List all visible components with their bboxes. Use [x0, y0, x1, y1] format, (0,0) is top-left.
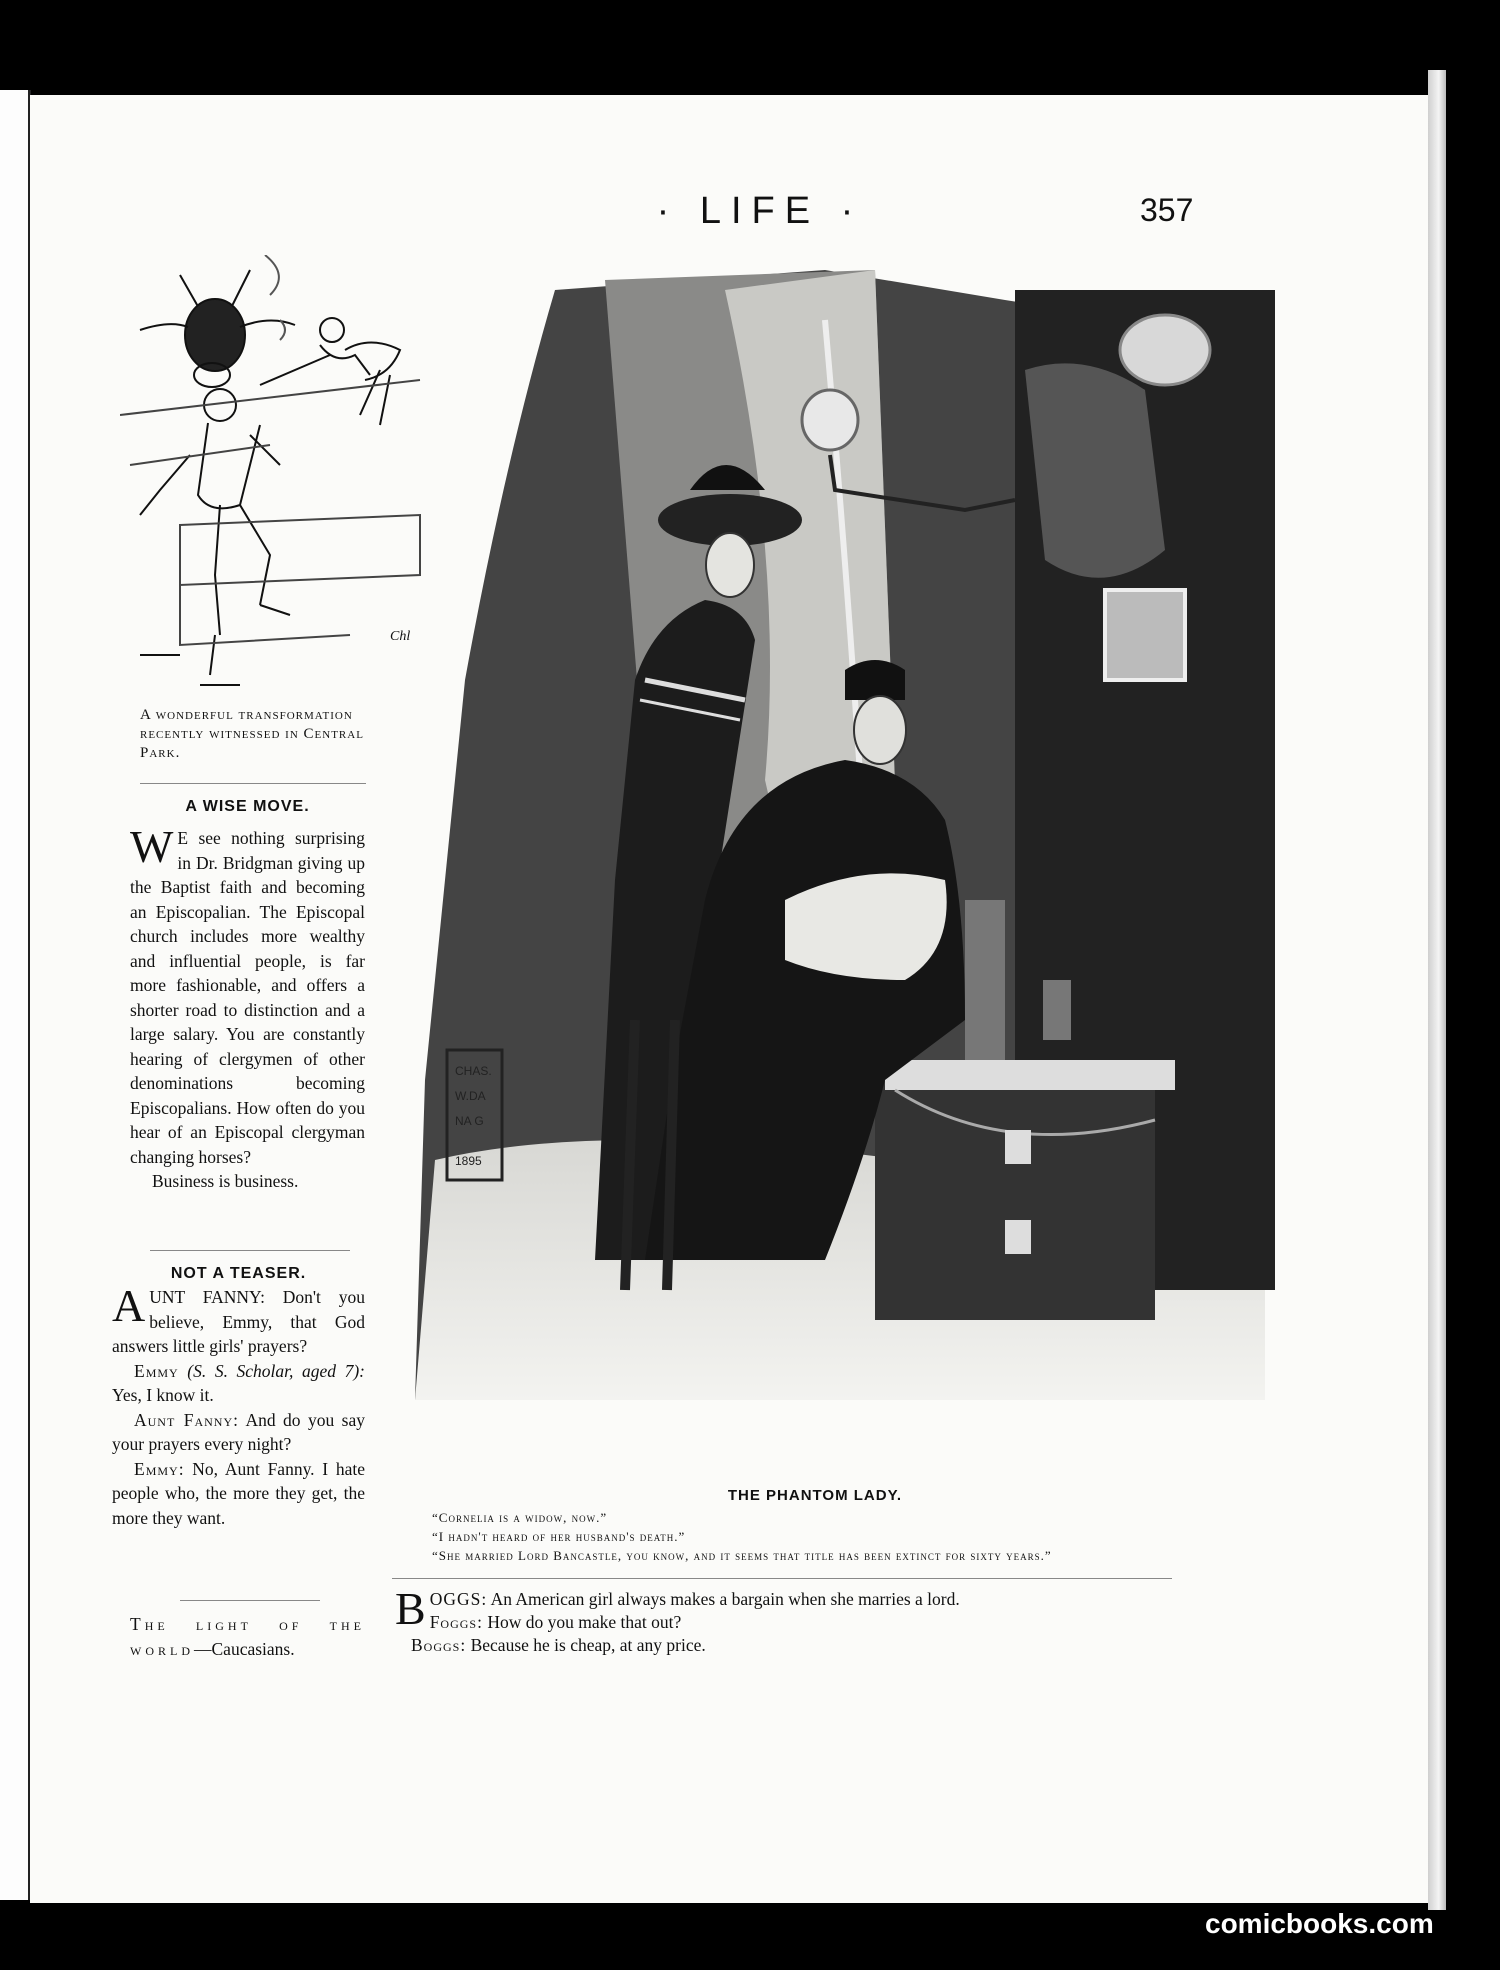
dialogue-text: And do you say your prayers every night? — [112, 1409, 366, 1454]
svg-text:Chl: Chl — [390, 629, 411, 644]
article-closing: Business is business. — [152, 1171, 299, 1191]
dialogue-line — [112, 1359, 365, 1408]
epigram-text: —Caucasians. — [194, 1638, 295, 1659]
dialogue-line: UNT FANNY: Don't you believe, Emmy, that God answers little girls' prayers? — [112, 1287, 365, 1356]
speaker: Foggs: — [429, 1612, 483, 1632]
dialogue-text: How do you make that out? — [487, 1612, 682, 1632]
dialogue-line — [395, 1588, 1175, 1611]
dialogue-text: An American girl always makes a bargain when she marries a lord. — [490, 1589, 960, 1609]
dialogue-line — [395, 1634, 1175, 1657]
cartoon-caption: A wonderful transformation recently witnessed in Central Park. — [140, 707, 364, 761]
epigram-lead: The light of the world — [130, 1614, 365, 1659]
drop-cap: A — [112, 1280, 146, 1331]
speaker: Emmy: — [134, 1458, 185, 1479]
article-title: NOT A TEASER. — [170, 1265, 307, 1282]
phantom-lady-illustration — [405, 260, 1275, 1460]
article-title: A WISE MOVE. — [185, 798, 310, 815]
page-stack-edge — [1428, 70, 1446, 1910]
article-wise-move — [130, 798, 365, 1194]
article-lead: E see nothing surprising in Dr. Bridgman giving up the Baptist faith and becoming an Episcopalian. The Episcopal church includes more wealthy and influential people, is far more fashionable, and offers a shorter road to distinction and a large salary. You are constantly hearing of clergymen of other denominations becoming Episcopalians. How often do you hear of an Episcopal clergyman changing horses? — [130, 828, 365, 1167]
dialogue-line — [112, 1457, 365, 1531]
drop-cap: B — [395, 1583, 426, 1634]
boggs-foggs-joke — [395, 1583, 1175, 1657]
speaker: Aunt Fanny: — [134, 1409, 239, 1430]
dialogue-line — [112, 1408, 365, 1457]
masthead: · LIFE · — [656, 190, 864, 232]
facing-page-edge — [0, 90, 31, 1900]
drop-cap: W — [130, 821, 174, 872]
article-not-a-teaser — [112, 1265, 365, 1530]
page-number: 357 — [1140, 192, 1194, 228]
dialogue-text: Yes, I know it. — [112, 1385, 214, 1405]
speaker: OGGS: — [429, 1589, 488, 1609]
speaker: Emmy — [134, 1360, 179, 1381]
article-body — [112, 1280, 366, 1530]
speaker: Boggs: — [411, 1635, 467, 1655]
svg-text:1895: 1895 — [455, 1154, 482, 1168]
dialogue-line — [395, 1611, 1175, 1634]
dialogue-text: Because he is cheap, at any price. — [470, 1635, 706, 1655]
article-body — [130, 821, 365, 1194]
divider — [150, 1250, 350, 1251]
illustration-title: THE PHANTOM LADY. — [727, 1487, 903, 1504]
watermark: comicbooks.com — [1205, 1908, 1434, 1939]
svg-text:W.DA: W.DA — [455, 1089, 486, 1103]
divider — [180, 1600, 320, 1601]
dialogue-text: No, Aunt Fanny. I hate people who, the more they get, the more they want. — [112, 1458, 365, 1528]
svg-text:NA G: NA G — [455, 1114, 484, 1128]
caption-line: “I hadn't heard of her husband's death.” — [432, 1529, 686, 1544]
caption-line: “Cornelia is a widow, now.” — [432, 1510, 608, 1525]
epigram — [130, 1612, 365, 1661]
speaker-aside: (S. S. Scholar, aged 7): — [187, 1360, 365, 1381]
svg-text:CHAS.: CHAS. — [455, 1064, 492, 1078]
divider — [140, 783, 366, 784]
divider — [392, 1578, 1172, 1579]
caption-line: “She married Lord Bancastle, you know, and it seems that title has been extinct for sixty years.” — [432, 1548, 1052, 1563]
illustration-caption — [420, 1486, 1210, 1565]
